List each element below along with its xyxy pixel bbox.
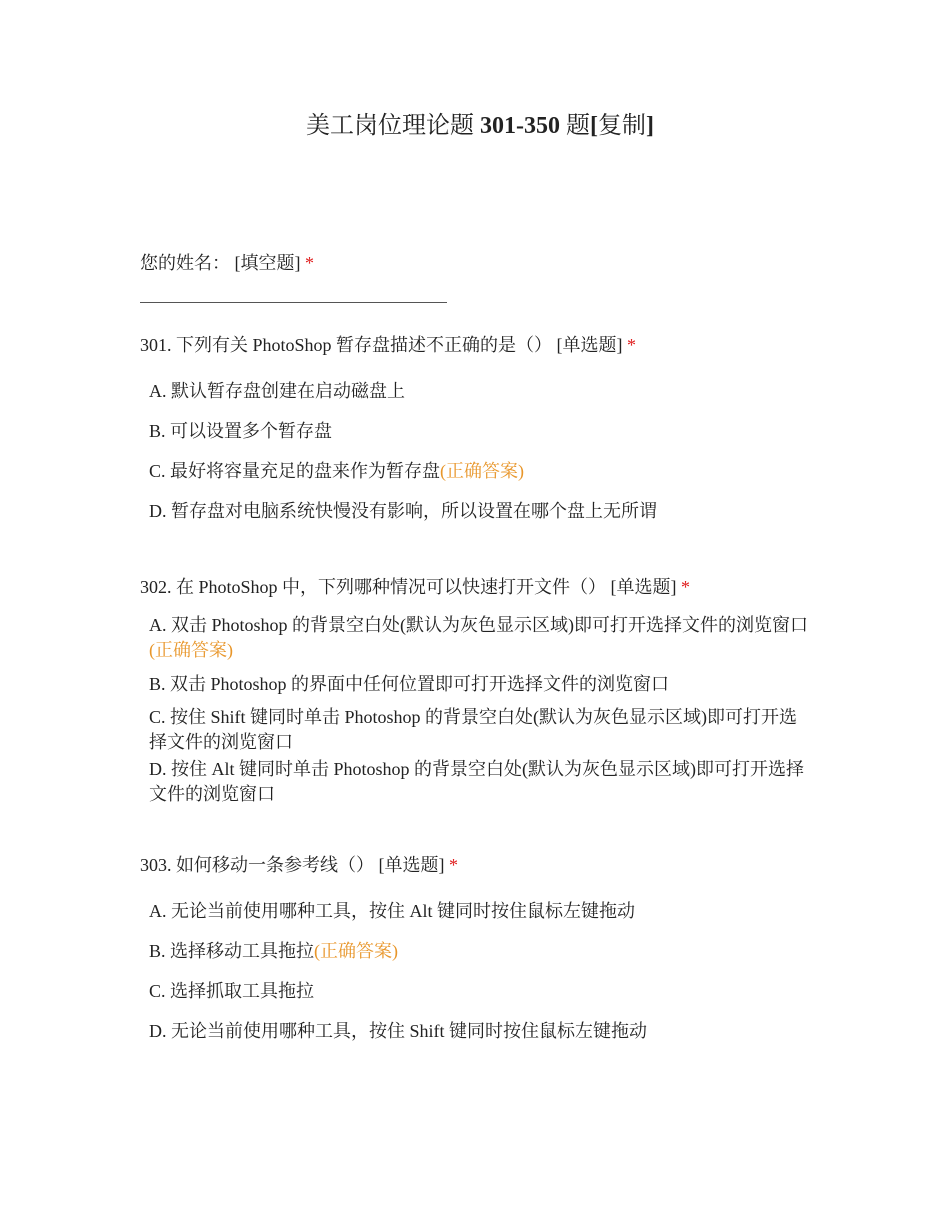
option-a: [149, 379, 810, 404]
option-text: C. 按住 Shift 键同时单击 Photoshop 的背景空白处(默认为灰色显示区域)即可打开选择文件的浏览窗口: [149, 707, 798, 752]
question-text: 303. 如何移动一条参考线（） [单选题]: [140, 855, 449, 875]
name-label: 您的姓名：: [140, 253, 230, 273]
question-title: [140, 574, 810, 600]
question-title: [140, 852, 810, 878]
option-text: C. 最好将容量充足的盘来作为暂存盘: [149, 461, 441, 481]
question-type-tag: [填空题]: [230, 253, 305, 273]
name-answer-line[interactable]: [140, 302, 447, 303]
option-text: C. 选择抓取工具拖拉: [149, 981, 315, 1001]
title-copy-label: 复制: [598, 113, 646, 139]
question-text: 302. 在 PhotoShop 中，下列哪种情况可以快速打开文件（） [单选题]: [140, 577, 682, 597]
option-list: [149, 379, 810, 524]
question-title: [140, 332, 810, 358]
title-bracket-close: ]: [646, 113, 654, 139]
option-text: A. 无论当前使用哪种工具，按住 Alt 键同时按住鼠标左键拖动: [149, 901, 635, 921]
option-a: [149, 899, 810, 924]
option-text: D. 按住 Alt 键同时单击 Photoshop 的背景空白处(默认为灰色显示区域)即可打开选择文件的浏览窗口: [149, 759, 805, 804]
option-b: [149, 672, 810, 697]
option-text: B. 选择移动工具拖拉: [149, 941, 315, 961]
option-text: A. 默认暂存盘创建在启动磁盘上: [149, 381, 405, 401]
question-301: [140, 332, 810, 539]
option-c: [149, 979, 810, 1004]
option-text: D. 暂存盘对电脑系统快慢没有影响，所以设置在哪个盘上无所谓: [149, 501, 657, 521]
correct-answer-tag: (正确答案): [149, 640, 233, 660]
question-text: 301. 下列有关 PhotoShop 暂存盘描述不正确的是（） [单选题]: [140, 335, 628, 355]
option-text: A. 双击 Photoshop 的背景空白处(默认为灰色显示区域)即可打开选择文件的浏览窗口: [149, 615, 809, 635]
required-asterisk: *: [449, 855, 458, 875]
option-d: [149, 499, 810, 524]
option-d: [149, 1019, 810, 1044]
question-302: [140, 574, 810, 809]
option-list: [149, 899, 810, 1044]
page-title: [0, 110, 950, 142]
title-prefix: 美工岗位理论题: [306, 113, 480, 139]
option-b: [149, 419, 810, 444]
option-c: [149, 459, 810, 484]
option-list: [149, 613, 810, 807]
option-c: [149, 705, 810, 755]
option-a: [149, 613, 810, 663]
required-asterisk: *: [681, 577, 691, 597]
option-text: B. 可以设置多个暂存盘: [149, 421, 333, 441]
question-303: [140, 852, 810, 1059]
option-text: D. 无论当前使用哪种工具，按住 Shift 键同时按住鼠标左键拖动: [149, 1021, 648, 1041]
option-b: [149, 939, 810, 964]
required-asterisk: *: [305, 253, 314, 273]
option-text: B. 双击 Photoshop 的界面中任何位置即可打开选择文件的浏览窗口: [149, 674, 670, 694]
title-middle: 题: [560, 113, 590, 139]
correct-answer-tag: (正确答案): [314, 941, 399, 961]
title-bracket-open: [: [590, 113, 598, 139]
name-question: [140, 250, 820, 303]
title-range: 301-350: [480, 113, 560, 139]
correct-answer-tag: (正确答案): [440, 461, 525, 481]
name-question-title: [140, 250, 820, 276]
option-d: [149, 757, 810, 807]
required-asterisk: *: [627, 335, 637, 355]
